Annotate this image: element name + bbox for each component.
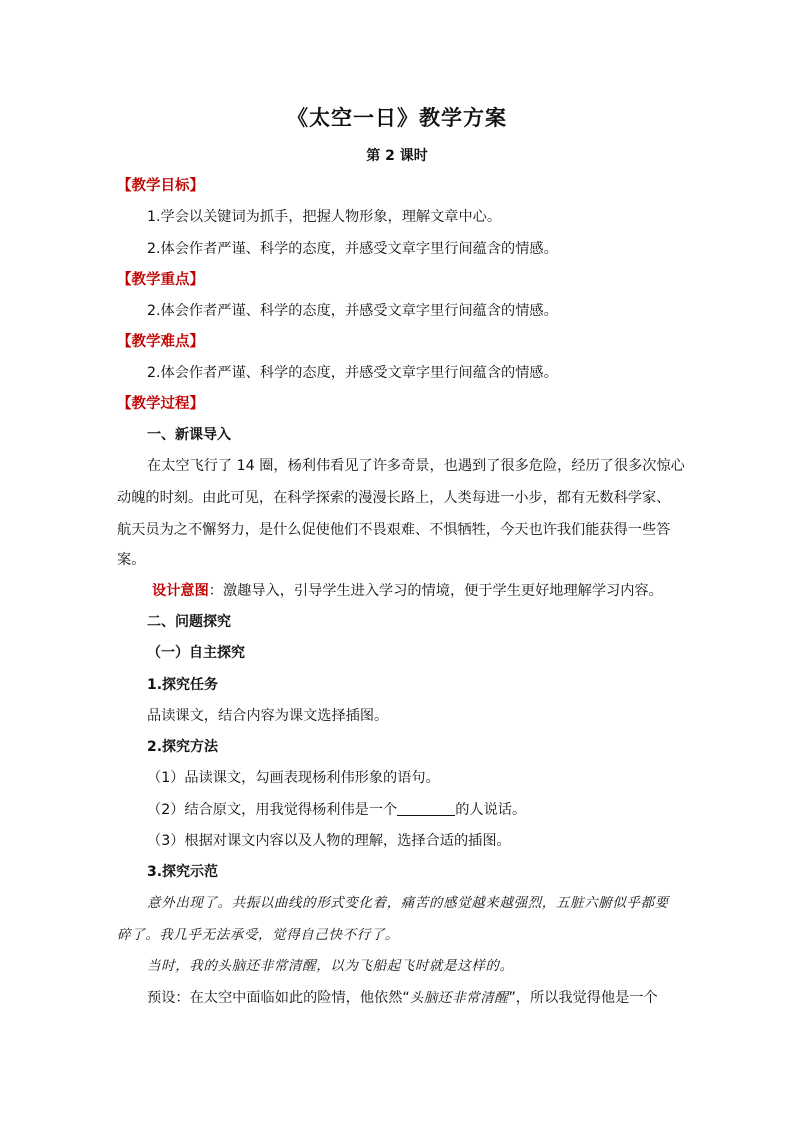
preset-quote: 头脑还非常清醒: [409, 990, 509, 1006]
method-item-1: （1）品读课文，勾画表现杨利伟形象的语句。: [147, 770, 440, 786]
intro-paragraph-line: 动魄的时刻。由此可见，在科学探索的漫漫长路上，人类每进一小步，都有无数科学家、: [117, 490, 671, 506]
key-points-heading: 【教学重点】: [117, 272, 204, 288]
intro-heading: 一、新课导入: [147, 427, 231, 443]
process-heading: 【教学过程】: [117, 396, 204, 412]
method-item-3: （3）根据对课文内容以及人物的理解，选择合适的插图。: [147, 833, 511, 849]
example-heading: 3.探究示范: [147, 864, 219, 880]
self-inquiry-heading: （一）自主探究: [147, 645, 245, 661]
task-heading: 1.探究任务: [147, 677, 219, 693]
intro-paragraph-line: 在太空飞行了 14 圈，杨利伟看见了许多奇景，也遇到了很多危险，经历了很多次惊心: [147, 458, 685, 474]
method-item-2-before: （2）结合原文，用我觉得杨利伟是一个: [147, 802, 398, 818]
goals-heading: 【教学目标】: [117, 178, 204, 194]
design-intent: [152, 581, 663, 601]
answer-blank: [397, 801, 455, 816]
page-subtitle: 第 2 课时: [366, 148, 428, 164]
difficulty-item: 2.体会作者严谨、科学的态度，并感受文章字里行间蕴含的情感。: [147, 365, 558, 381]
goal-item-1: 1.学会以关键词为抓手，把握人物形象，理解文章中心。: [147, 209, 502, 225]
method-heading: 2.探究方法: [147, 739, 219, 755]
quote-line: 当时，我的头脑还非常清醒，以为飞船起飞时就是这样的。: [147, 958, 514, 974]
intro-paragraph-line: 案。: [117, 552, 146, 568]
preset-after: ”，所以我觉得他是一个: [508, 990, 658, 1006]
page-title: 《太空一日》教学方案: [287, 106, 507, 130]
preset-answer: [147, 988, 658, 1008]
task-text: 品读课文，结合内容为课文选择插图。: [147, 708, 389, 724]
difficulties-heading: 【教学难点】: [117, 334, 204, 350]
inquiry-heading: 二、问题探究: [147, 614, 231, 630]
quote-line: 意外出现了。共振以曲线的形式变化着，痛苦的感觉越来越强烈，五脏六腑似乎都要: [147, 895, 669, 911]
goal-item-2: 2.体会作者严谨、科学的态度，并感受文章字里行间蕴含的情感。: [147, 241, 558, 257]
method-item-2-after: 的人说话。: [455, 802, 527, 818]
design-intent-label: 设计意图: [152, 583, 209, 599]
design-intent-text: ：激趣导入，引导学生进入学习的情境，便于学生更好地理解学习内容。: [208, 583, 663, 599]
intro-paragraph-line: 航天员为之不懈努力，是什么促使他们不畏艰难、不惧牺牲，今天也许我们能获得一些答: [117, 522, 671, 538]
key-point-item: 2.体会作者严谨、科学的态度，并感受文章字里行间蕴含的情感。: [147, 303, 558, 319]
preset-before: 预设：在太空中面临如此的险情，他依然“: [147, 990, 410, 1006]
quote-line: 碎了。我几乎无法承受，觉得自己快不行了。: [117, 927, 399, 943]
method-item-2: [147, 800, 526, 820]
